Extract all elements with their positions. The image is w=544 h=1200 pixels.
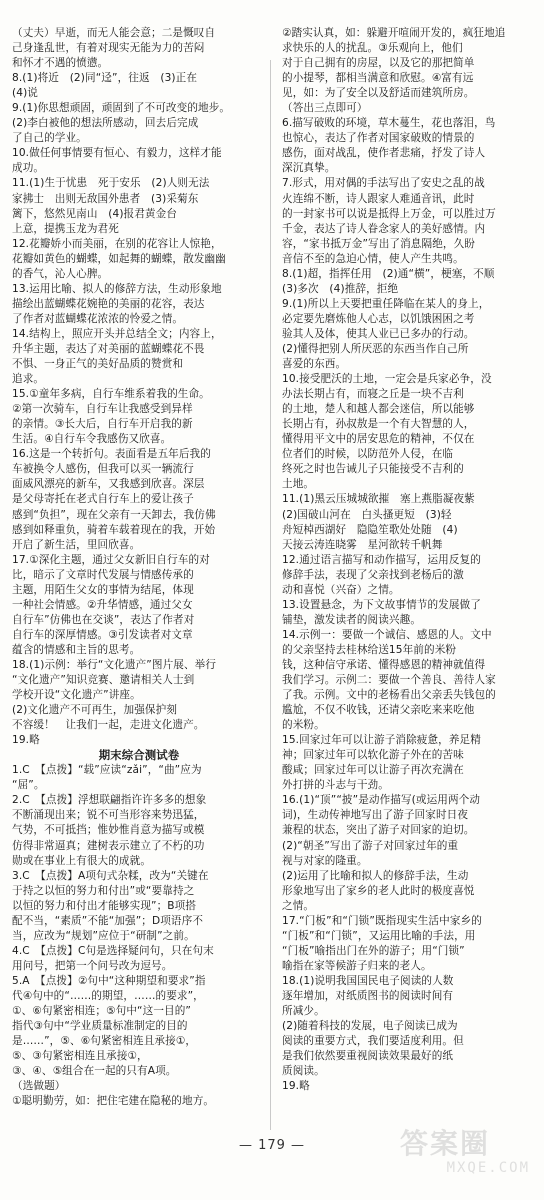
text-line: 词)，生动传神地写出了游子回家时日夜 <box>282 809 469 822</box>
text-line: 必定要先磨炼他人心志，以饥饿困困之考 <box>282 312 475 325</box>
text-line: 15.回家过年可以让游子消除疲惫，养足精 <box>282 734 481 747</box>
text-line: 舟短棹西湖好 隐隐笙歌处处随 (4) <box>282 523 458 536</box>
text-line: 终死之时也告诫儿子只能接受不吉利的 <box>282 463 464 476</box>
text-line: 于持之以恒的努力和付出”或“要靠持之 <box>12 884 195 897</box>
text-line: ②踏实认真，如：躲避开喧闹开发的，疯狂地追 <box>282 27 506 39</box>
text-line: 阅读的重要方式，我们要适度利用。但 <box>282 1035 464 1048</box>
text-line: 喜爱的东西。 <box>282 358 347 371</box>
text-line: 修辞手法，表现了父亲找到老杨后的激 <box>282 568 464 581</box>
text-line: 和怀才不遇的愤懑。 <box>12 57 109 70</box>
text-line: 配不当，“素质”不能“加强”；D项语序不 <box>12 914 204 927</box>
text-line: 千金，表达了诗人眷念家人的美好感情。内 <box>282 222 486 235</box>
left-column <box>12 26 266 1109</box>
text-line: （选做题） <box>12 1080 66 1093</box>
text-line: 4.C 【点拨】C句是选择疑问句，只在句末 <box>12 944 214 957</box>
text-line: 9.(1)所以上天要把重任降临在某人的身上， <box>282 297 490 310</box>
text-line: 的亲情。③长大后，自行车开启我的新 <box>12 418 193 431</box>
text-line: 尴尬，不仅不收钱，还请父亲吃来来吃他 <box>282 704 475 717</box>
text-line: 13.运用比喻、拟人的修辞方法，生动形象地 <box>12 282 222 295</box>
text-line: 主题，用陌生父女的事情为结尾，体现 <box>12 583 194 596</box>
text-line: 不容缓！ 让我们一起，走进文化遗产。 <box>12 719 205 732</box>
text-line: 9.(1)你思想顽固，顽固到了不可改变的地步。 <box>12 102 231 115</box>
text-line: 7.形式，用对偶的手法写出了安史之乱的战 <box>282 177 485 190</box>
text-line: 求快乐的人的扰乱。③乐观向上，他们 <box>282 42 463 55</box>
watermark-url: MXQE.COM <box>446 1160 530 1176</box>
text-line: 12.通过语言描写和动作描写，运用反复的 <box>282 553 481 566</box>
section-heading: 期末综合测试卷 <box>98 748 180 763</box>
text-line: 17.“门板”和“门锁”既指现实生活中家乡的 <box>282 914 482 927</box>
text-line: 我们学习。示例二：要做一个善良、善待人家 <box>282 674 496 687</box>
text-line: 钱，这种信守承诺、懂得感恩的精神就值得 <box>282 658 486 671</box>
text-line: (2)“朝圣”写出了游子对回家过年的重 <box>282 839 459 852</box>
text-line: 车被换令人感伤，但我可以买一辆流行 <box>12 463 194 476</box>
text-line: 成功。 <box>12 162 45 175</box>
text-line: 代④句中的“……的期望，……的要求”， <box>12 990 204 1002</box>
text-line: 神；回家过年可以软化游子外在的苦味 <box>282 749 464 762</box>
text-line: 家拂士 出则无敌国外患者 (3)采菊东 <box>12 192 199 205</box>
text-line: 长期占有，孙叔敖是一个有大智慧的人， <box>282 418 475 431</box>
text-line: 8.(1)将近 (2)同“迳”，往返 (3)正在 <box>12 72 198 85</box>
text-line: 验其人及体，使其人业已已多办的行动。 <box>282 327 475 340</box>
column-divider <box>270 60 271 1130</box>
text-line: 升华主题，表达了对美丽的蓝蝴蝶花不畏 <box>12 342 205 355</box>
text-line: 视与对家的隆重。 <box>282 854 368 867</box>
watermark-logo <box>400 1128 530 1184</box>
text-line: (4)说 <box>12 87 38 100</box>
text-line: 了我。示例。文中的老杨看出父亲丢失钱包的 <box>282 689 496 702</box>
text-line: 生活。④自行车令我感伤又欣喜。 <box>12 433 172 446</box>
text-line: 17.①深化主题，通过父女新旧自行车的对 <box>12 553 210 566</box>
text-line: 了作者对蓝蝴蝶花浓浓的怜爱之情。 <box>12 312 184 325</box>
text-line: 蕴含的情感和主旨的思考。 <box>12 643 141 656</box>
watermark-text: 答案圈 <box>400 1127 491 1160</box>
text-line: 气势，不可抵挡；惟妙惟肖意为描写或模 <box>12 824 205 837</box>
text-line: 学校开设“文化遗产”讲座。 <box>12 689 141 702</box>
text-line: (2)李白被他的想法所感动，回去后完成 <box>12 117 199 130</box>
text-line: 音信不至的急迫心情，使人产生共鸣。 <box>282 252 464 265</box>
text-line: 描绘出蓝蝴蝶花婉艳的美丽的花容，表达 <box>12 297 205 310</box>
text-line: 感伤，面对战乱，使作者悲痛，抒发了诗人 <box>282 147 486 160</box>
text-line: 对于自己拥有的房屋，以及它的那把简单 <box>282 57 475 70</box>
text-line: 之情。 <box>282 899 315 912</box>
text-line: “门板”喻指出门在外的游子；用“门锁” <box>282 944 465 957</box>
text-line: 感到如释重负，骑着车载着现在的我，开始 <box>12 523 216 536</box>
text-line: 一种社会情感。②升华情感，通过父女 <box>12 598 193 611</box>
text-line: “屈”。 <box>12 779 45 792</box>
text-line: 花瓣如黄色的蝴蝶，如起舞的蝴蝶，散发幽幽 <box>12 252 226 265</box>
text-line: ②第一次骑车，自行车让我感受到异样 <box>12 403 193 416</box>
text-line: (2)运用了比喻和拟人的修辞手法，生动 <box>282 869 469 882</box>
text-line: 见，如：为了安全以及舒适而建筑所房。 <box>282 87 475 100</box>
text-line: (2)文化遗产不可再生，加强保护刻 <box>12 704 178 717</box>
text-line: 14.示例一：要做一个诚信、感恩的人。文中 <box>282 628 492 641</box>
text-line: 仿得非常逼真；建树表示建立了不朽的功 <box>12 839 205 852</box>
text-line: 12.花瓣娇小而美丽，在别的花容让人惊艳， <box>12 237 222 250</box>
text-line: 是我们依然要重视阅读效果最好的纸 <box>282 1050 454 1063</box>
text-line: 懂得用平文中的居安思危的精神，不仅在 <box>282 433 475 446</box>
text-line: 当，应改为“规划”应位于“研制”之前。 <box>12 929 195 942</box>
text-line: 兼程的状态，突出了游子对回家的迫切。 <box>282 824 475 837</box>
text-line: 逐年增加，对纸质图书的阅读时间有 <box>282 990 454 1002</box>
text-line: 自行车的深厚情感。③引发读者对文章 <box>12 628 193 641</box>
text-line: 用问号，把第一个问号改为逗号。 <box>12 959 173 972</box>
text-line: 18.(1)示例：举行“文化遗产”图片展、举行 <box>12 658 217 671</box>
text-line: （丈夫）早逝，而无人能会意；二是慨叹自 <box>12 27 216 39</box>
text-line: 14.结构上，照应开头并总结全文；内容上， <box>12 327 222 340</box>
text-line: 是父母寄托在老式自行车上的爱让孩子 <box>12 493 194 506</box>
text-line: 指代③句中“学业质量标准制定的目的 <box>12 1020 188 1033</box>
text-line: 质阅读。 <box>282 1065 325 1078</box>
text-line: ①、⑥句紧密相连；⑤句中“这一目的” <box>12 1005 191 1018</box>
text-line: “文化遗产”知识竞赛、邀请相关人士到 <box>12 674 195 687</box>
text-line: 的一封家书可以说是抵得上万金，可以胜过万 <box>282 207 496 220</box>
text-line: 形象地写出了家乡的老人此时的极度喜悦 <box>282 884 475 897</box>
text-line: 外打拼的斗志与干劲。 <box>282 779 389 792</box>
text-line: 是……”，⑤、⑥句紧密相连且承接①， <box>12 1035 197 1048</box>
text-line: ③、④、⑤组合在一起的只有A项。 <box>12 1065 177 1078</box>
text-line: ①聪明勤劳，如：把住宅建在隐秘的地方。 <box>12 1095 215 1108</box>
text-line: ⑤、③句紧密相连且承接①， <box>12 1050 148 1063</box>
text-line: 容，“家书抵万金”写出了消息隔绝，久盼 <box>282 237 475 250</box>
right-column <box>282 26 536 1094</box>
text-line: 感到“负担”，现在父亲有一天卸去，我仿佛 <box>12 508 216 521</box>
text-line: 上意，提携玉龙为君死 <box>12 222 119 235</box>
text-line: 追求。 <box>12 373 45 386</box>
text-line: 篱下，悠然见南山 (4)报君黄金台 <box>12 207 178 220</box>
text-line: 的土地，楚人和越人都会迷信，所以能够 <box>282 403 475 416</box>
text-line: (2)国破山河在 白头搔更短 (3)轻 <box>282 508 452 521</box>
text-line: 火连绵不断，诗人跟家人难通音讯，此时 <box>282 192 475 205</box>
text-line: 土地。 <box>282 478 315 491</box>
text-line: 己身逢乱世，有着对现实无能为力的苦闷 <box>12 42 205 55</box>
text-line: 6.描写破败的环境，草木蔓生，花也落泪，鸟 <box>282 117 496 130</box>
text-line: 勋或在事业上有很大的成就。 <box>12 854 152 867</box>
text-line: 8.(1)超，指挥任用 (2)通“横”，梗塞，不顺 <box>282 267 495 280</box>
text-line: (2)随着科技的发展，电子阅读已成为 <box>282 1020 458 1033</box>
text-line: 所减少。 <box>282 1005 325 1018</box>
text-line: 位者们的时候，以防范外人侵，在临 <box>282 448 454 461</box>
text-line: 深沉真挚。 <box>282 162 336 175</box>
text-line: “门板”和“门锁”，又运用比喻的手法，用 <box>282 929 476 942</box>
text-line: 不惧、一身正气的美好品质的赞赏和 <box>12 358 184 371</box>
text-line: 动和喜悦（兴奋）之情。 <box>282 583 400 596</box>
text-line: 自行车”仿佛也在交谈”，表达了作者对 <box>12 613 195 626</box>
text-line: 铺垫，激发读者的阅读兴趣。 <box>282 613 422 626</box>
text-line: 3.C 【点拨】A项句式杂糅，改为“关键在 <box>12 869 209 882</box>
text-line: 的米粉。 <box>282 719 325 732</box>
text-line: 19.略 <box>12 734 40 747</box>
text-line: 18.(1)说明我国国民电子阅读的人数 <box>282 974 454 987</box>
text-line: 比，暗示了文章时代发展与情感传承的 <box>12 568 194 581</box>
text-line: 了自己的学业。 <box>12 132 87 145</box>
text-line: (2)懂得把别人所厌恶的东西当作自己所 <box>282 342 469 355</box>
text-line: 16.(1)“顶”“披”是动作描写(或运用两个动 <box>282 794 481 807</box>
text-line: 不断涌现出来；锐不可当形容来势迅猛， <box>12 809 205 822</box>
text-line: 16.这是一个转折句。表面看是五年后我的 <box>12 448 211 461</box>
text-line: 面威风漂亮的新车，又我感到欣喜。深层 <box>12 478 205 491</box>
text-line: 的小提琴，都相当满意和欣慰。④富有远 <box>282 72 474 85</box>
text-line: 1.C 【点拨】“载”应读“zǎi”，“曲”应为 <box>12 764 202 777</box>
text-line: 15.①童年多病，自行车维系着我的生命。 <box>12 388 210 401</box>
page-number: — 179 — <box>238 1138 306 1153</box>
text-line: (3)多次 (4)推辞，拒绝 <box>282 282 399 295</box>
text-line: 11.(1)黑云压城城欲摧 塞上燕脂凝夜紫 <box>282 493 475 506</box>
text-line: （答出三点即可） <box>282 102 368 115</box>
text-line: 办法长期占有，而寝之丘是一块不吉利 <box>282 388 464 401</box>
text-line: 也惊心，表达了作者对国家破败的情景的 <box>282 132 475 145</box>
text-line: 2.C 【点拨】浮想联翩指许许多多的想象 <box>12 794 207 807</box>
text-line: 的香气，沁人心脾。 <box>12 267 109 280</box>
text-line: 13.设置悬念，为下文故事情节的发展做了 <box>282 598 481 611</box>
text-line: 5.A 【点拨】②句中“这种期望和要求”指 <box>12 974 206 987</box>
text-line: 喻指在家等候游子归来的老人。 <box>282 959 432 972</box>
text-line: 开启了新生活，里回欣喜。 <box>12 538 141 551</box>
text-line: 19.略 <box>282 1080 310 1093</box>
text-line: 天接云涛连晓雾 星河欲转千帆舞 <box>282 538 443 551</box>
text-line: 10.做任何事情要有恒心、有毅力，这样才能 <box>12 147 222 160</box>
text-line: 10.接受肥沃的土地，一定会是兵家必争，没 <box>282 373 492 386</box>
text-line: 酸咸；回家过年可以让游子再次充满在 <box>282 764 464 777</box>
text-line: 的父亲坚持去桂林给送15年前的米粉 <box>282 643 457 656</box>
text-line: 以恒的努力和付出才能够实现”；B项搭 <box>12 899 197 912</box>
text-line: 11.(1)生于忧患 死于安乐 (2)人则无法 <box>12 177 210 190</box>
